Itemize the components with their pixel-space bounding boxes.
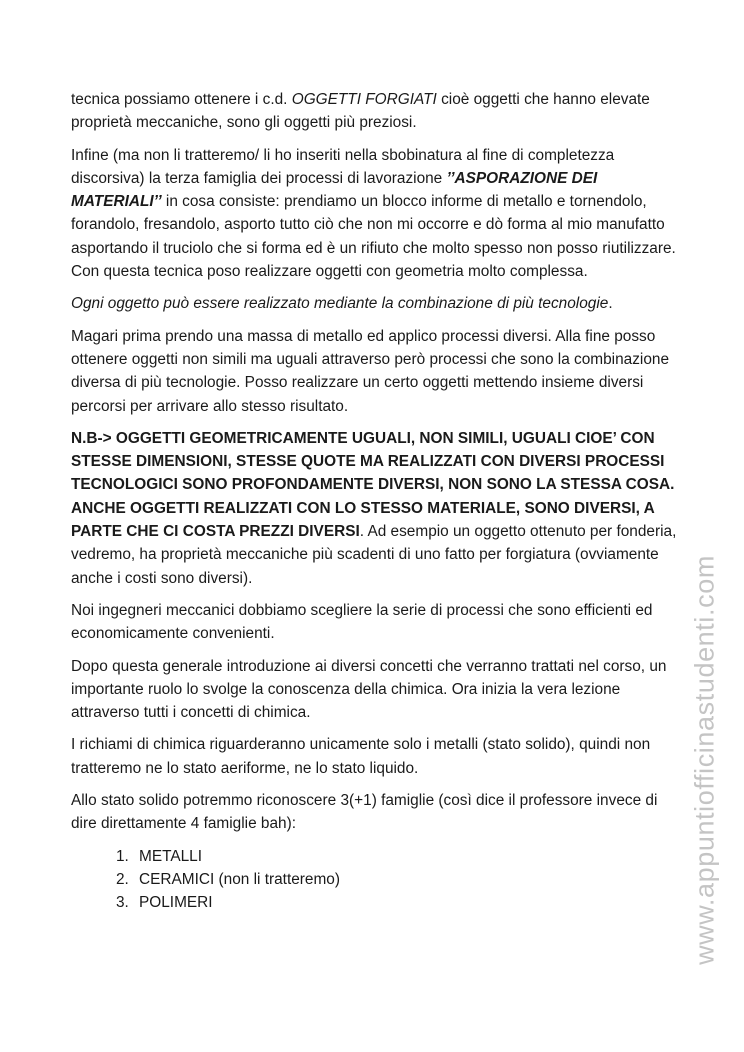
list-text: CERAMICI (non li tratteremo) bbox=[139, 870, 340, 888]
text-run: . bbox=[608, 295, 613, 313]
paragraph-machining bbox=[71, 144, 677, 284]
term-oggetti-forgiati: OGGETTI FORGIATI bbox=[291, 91, 437, 108]
list-number: 1. bbox=[116, 847, 129, 865]
families-list bbox=[71, 845, 677, 915]
list-item bbox=[71, 845, 677, 868]
list-text: POLIMERI bbox=[139, 894, 213, 912]
text-run: cioè oggetti che hanno elevate proprietà meccaniche, sono gli oggetti più preziosi. bbox=[71, 91, 650, 132]
paragraph-introduction: Dopo questa generale introduzione ai diversi concetti che verranno trattati nel corso, un importante ruolo lo svolge la conoscenza della chimica. Ora inizia la vera lezione attraverso tutti i concetti di chimica. bbox=[71, 657, 667, 722]
paragraph-processes: Magari prima prendo una massa di metallo ed applico processi diversi. Alla fine posso ottenere oggetti non simili ma uguali attraverso però processi che sono la combinazione diversa di più tecnologie. Posso realizzare un certo oggetti mettendo insieme diversi percorsi per arrivare allo stesso risultato. bbox=[71, 327, 670, 415]
text-run: Infine (ma non li tratteremo/ li ho inseriti nella sbobinatura al fine di completezza discorsiva) la terza famiglia dei processi di lavorazione bbox=[71, 146, 615, 187]
paragraph-nota-bene bbox=[71, 427, 677, 590]
list-item bbox=[71, 891, 677, 914]
nota-bene-bold: N.B-> OGGETTI GEOMETRICAMENTE UGUALI, NON SIMILI, UGUALI CIOE’ CON STESSE DIMENSIONI, STESSE QUOTE MA REALIZZATI CON DIVERSI PROCESSI TECNOLOGICI SONO PROFONDAMENTE DIVERSI, NON SONO LA STESSA COSA. ANCHE OGGETTI REALIZZATI CON LO STESSO MATERIALE, SONO DIVERSI, A PARTE CHE CI COSTA PREZZI DIVERSI bbox=[71, 429, 675, 541]
paragraph-forged-objects bbox=[71, 88, 677, 135]
list-item bbox=[71, 868, 677, 891]
paragraph-combination bbox=[71, 292, 677, 315]
paragraph-engineers: Noi ingegneri meccanici dobbiamo scegliere la serie di processi che sono efficienti ed economicamente convenienti. bbox=[71, 601, 653, 643]
list-number: 3. bbox=[116, 894, 129, 912]
document-page bbox=[71, 88, 677, 915]
list-text: METALLI bbox=[139, 847, 203, 865]
paragraph-families: Allo stato solido potremmo riconoscere 3(+1) famiglie (così dice il professore invece di dire direttamente 4 famiglie bah): bbox=[71, 792, 658, 833]
italic-statement: Ogni oggetto può essere realizzato mediante la combinazione di più tecnologie bbox=[71, 295, 609, 313]
term-asporazione: ’’ASPORAZIONE DEI MATERIALI’’ bbox=[71, 169, 598, 211]
text-run: . Ad esempio un oggetto ottenuto per fonderia, vedremo, ha proprietà meccaniche più scadenti di uno fatto per forgiatura (ovviamente anche i costi sono diversi). bbox=[71, 523, 677, 587]
list-number: 2. bbox=[116, 870, 129, 888]
watermark-url: www.appuntiofficinastudenti.com bbox=[689, 555, 720, 965]
paragraph-chemistry: I richiami di chimica riguarderanno unicamente solo i metalli (stato solido), quindi non tratteremo ne lo stato aeriforme, ne lo stato liquido. bbox=[71, 736, 651, 777]
text-run: tecnica possiamo ottenere i c.d. bbox=[71, 91, 292, 108]
text-run: in cosa consiste: prendiamo un blocco informe di metallo e tornendolo, forandolo, fresandolo, asporto tutto ciò che non mi occorre e dò forma al mio manufatto asportando il truciolo che si forma ed è un rifiuto che molto spesso non posso riutilizzare. Con questa tecnica poso realizzare oggetti con geometria molto complessa. bbox=[71, 193, 676, 281]
